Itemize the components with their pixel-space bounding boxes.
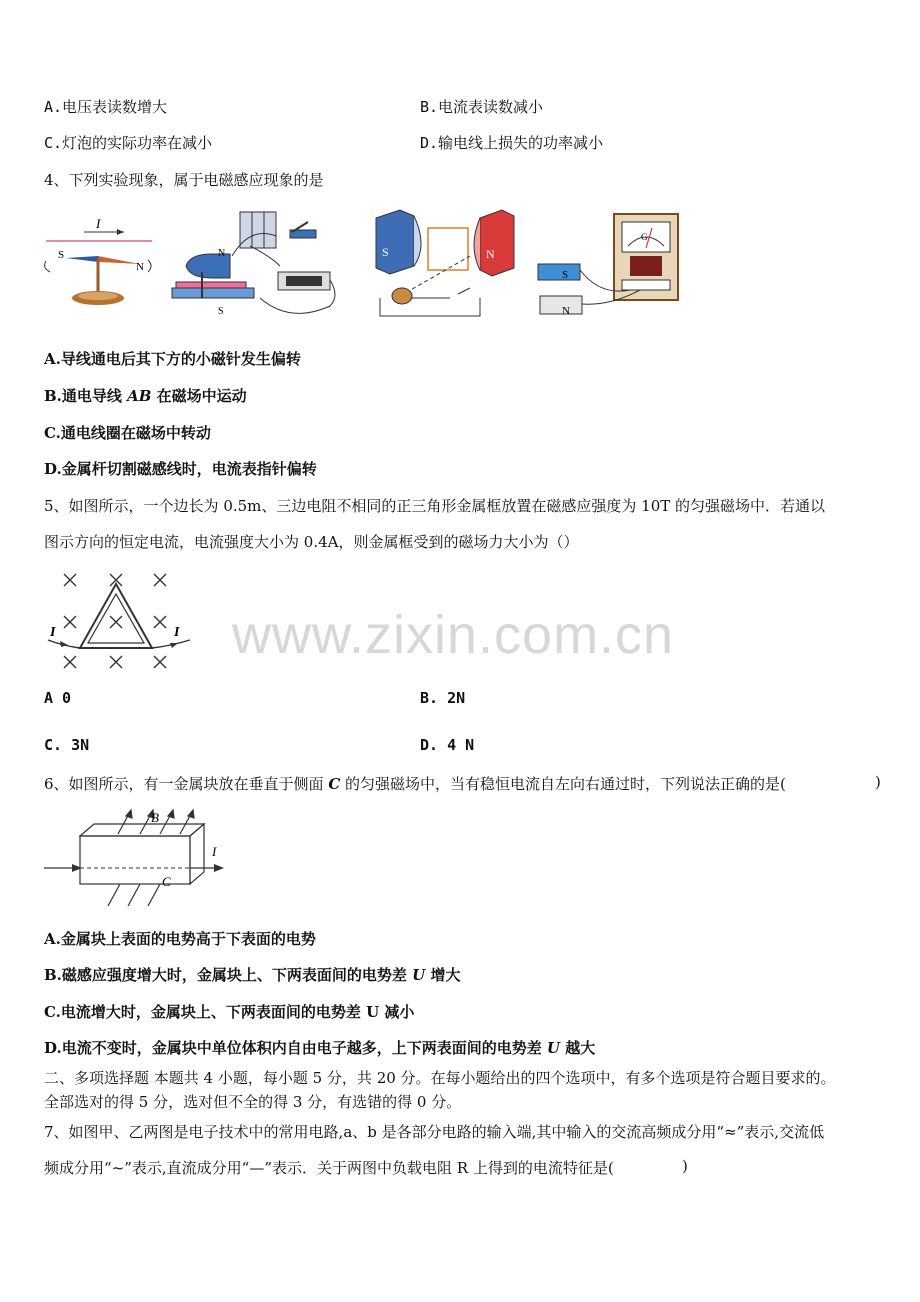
q3-option-a: A.电压表读数增大 xyxy=(44,98,168,116)
q6-option-a: A.金属块上表面的电势高于下表面的电势 xyxy=(44,930,316,948)
q4-figure-oersted xyxy=(45,216,152,305)
q4-option-c: C.通电线圈在磁场中转动 xyxy=(44,424,211,442)
current-label: I xyxy=(96,216,101,231)
n-label: N xyxy=(136,261,144,273)
q4-stem: 4、下列实验现象，属于电磁感应现象的是 xyxy=(44,171,324,189)
s-label-4: S xyxy=(562,269,569,281)
q5-option-d: D. 4 N xyxy=(420,736,475,754)
b-label: B xyxy=(151,810,159,825)
q5-option-c: C. 3N xyxy=(44,736,90,754)
q6-option-b: B.磁感应强度增大时，金属块上、下两表面间的电势差 U 增大 xyxy=(44,966,461,984)
q7-stem-close: ) xyxy=(682,1157,688,1175)
q5-option-b: B. 2N xyxy=(420,689,466,707)
q6-stem-close: ) xyxy=(875,773,881,791)
section2-heading-line2: 全部选对的得 5 分，选对但不全的得 3 分，有选错的得 0 分。 xyxy=(44,1093,462,1111)
current-label-right: I xyxy=(174,625,180,640)
q4-figure-coil xyxy=(376,210,514,316)
q5-figure xyxy=(44,568,194,678)
q3-option-d: D.输电线上损失的功率减小 xyxy=(420,134,604,152)
current-label-left: I xyxy=(50,625,56,640)
n-label-2: N xyxy=(218,248,226,259)
metal-block xyxy=(80,836,190,884)
q6-figure xyxy=(44,806,234,910)
magnetic-field-crosses xyxy=(64,574,166,668)
n-label-3: N xyxy=(486,247,495,261)
s-label-2: S xyxy=(218,306,224,317)
q5-option-a: A 0 xyxy=(44,689,72,707)
q7-stem-line2: 频成分用“~”表示,直流成分用“—”表示．关于两图中负载电阻 R 上得到的电流特征是( xyxy=(44,1159,614,1177)
c-label: C xyxy=(162,874,171,889)
section2-heading-line1: 二、多项选择题 本题共 4 小题，每小题 5 分，共 20 分。在每小题给出的四个选项中，有多个选项是符合题目要求的。 xyxy=(44,1069,836,1087)
q3-option-b: B.电流表读数减小 xyxy=(420,98,544,116)
g-label: G xyxy=(641,232,648,242)
q4-option-d: D.金属杆切割磁感线时，电流表指针偏转 xyxy=(44,460,317,478)
s-label: S xyxy=(58,249,65,261)
q4-figure-rails xyxy=(172,212,335,317)
q6-option-c: C.电流增大时，金属块上、下两表面间的电势差 U 减小 xyxy=(44,1003,415,1021)
i-label: I xyxy=(212,844,217,859)
q6-option-d: D.电流不变时，金属块中单位体积内自由电子越多，上下两表面间的电势差 U 越大 xyxy=(44,1039,596,1057)
q3-option-c: C.灯泡的实际功率在减小 xyxy=(44,134,213,152)
q5-stem-line2: 图示方向的恒定电流，电流强度大小为 0.4A，则金属框受到的磁场力大小为（） xyxy=(44,533,579,551)
q7-stem-line1: 7、如图甲、乙两图是电子技术中的常用电路,a、b 是各部分电路的输入端,其中输入的交流高频成分用“≈”表示,交流低 xyxy=(44,1123,825,1141)
s-label-3: S xyxy=(382,245,389,259)
q4-option-a: A.导线通电后其下方的小磁针发生偏转 xyxy=(44,350,301,368)
n-label-4: N xyxy=(562,305,570,317)
q4-figure-galvanometer xyxy=(538,214,678,317)
q4-figures xyxy=(40,206,700,331)
watermark: www.zixin.com.cn xyxy=(232,605,675,665)
q4-option-b: B.通电导线 AB 在磁场中运动 xyxy=(44,387,247,405)
q6-stem: 6、如图所示，有一金属块放在垂直于侧面 C 的匀强磁场中，当有稳恒电流自左向右通过时，下列说法正确的是( xyxy=(44,775,786,793)
q5-stem-line1: 5、如图所示，一个边长为 0.5m、三边电阻不相同的正三角形金属框放置在磁感应强度为 10T 的匀强磁场中．若通以 xyxy=(44,497,826,515)
